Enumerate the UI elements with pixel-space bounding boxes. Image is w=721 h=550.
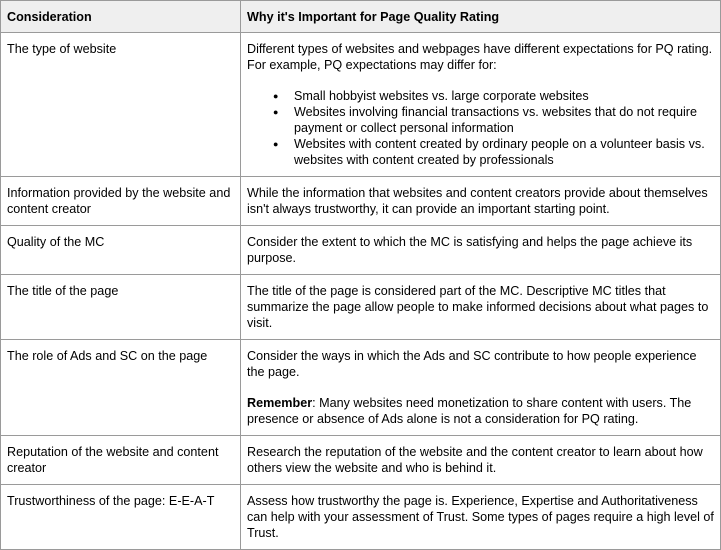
why-cell: Assess how trustworthy the page is. Experience, Expertise and Authoritativeness can help with your assessment of Trust. Some types of pages require a high level of Trust. — [241, 485, 721, 550]
table-row — [1, 226, 721, 275]
bullet-list — [247, 88, 714, 168]
remember-note — [247, 395, 714, 427]
bullet-item: ● Websites involving financial transactions vs. websites that do not require payment or collect personal information — [294, 104, 714, 136]
bullet-item: ● Small hobbyist websites vs. large corporate websites — [294, 88, 714, 104]
table-row — [1, 33, 721, 177]
consideration-cell: The role of Ads and SC on the page — [1, 340, 241, 436]
table-row — [1, 436, 721, 485]
why-cell: Research the reputation of the website and the content creator to learn about how others view the website and who is behind it. — [241, 436, 721, 485]
consideration-cell: The type of website — [1, 33, 241, 177]
table-row — [1, 275, 721, 340]
consideration-cell: Trustworthiness of the page: E-E-A-T — [1, 485, 241, 550]
consideration-cell: Reputation of the website and content creator — [1, 436, 241, 485]
remember-text: : Many websites need monetization to share content with users. The presence or absence of Ads alone is not a consideration for PQ rating. — [247, 396, 692, 426]
consideration-cell: Quality of the MC — [1, 226, 241, 275]
why-text: Consider the ways in which the Ads and SC contribute to how people experience the page. — [247, 349, 697, 379]
table-row — [1, 340, 721, 436]
consideration-cell: Information provided by the website and content creator — [1, 177, 241, 226]
table-row — [1, 485, 721, 550]
consideration-cell: The title of the page — [1, 275, 241, 340]
why-cell: While the information that websites and content creators provide about themselves isn't always trustworthy, it can provide an important starting point. — [241, 177, 721, 226]
bullet-item: ● Websites with content created by ordinary people on a volunteer basis vs. websites with content created by professionals — [294, 136, 714, 168]
table-header-row — [1, 1, 721, 33]
table-row — [1, 177, 721, 226]
column-header-consideration: Consideration — [1, 1, 241, 33]
why-cell: The title of the page is considered part of the MC. Descriptive MC titles that summarize the page allow people to make informed decisions about what pages to visit. — [241, 275, 721, 340]
why-cell — [241, 33, 721, 177]
why-cell: Consider the extent to which the MC is satisfying and helps the page achieve its purpose. — [241, 226, 721, 275]
why-cell — [241, 340, 721, 436]
column-header-why: Why it's Important for Page Quality Rating — [241, 1, 721, 33]
why-text: Different types of websites and webpages have different expectations for PQ rating. For example, PQ expectations may differ for: — [247, 42, 713, 72]
remember-label: Remember — [247, 396, 313, 410]
